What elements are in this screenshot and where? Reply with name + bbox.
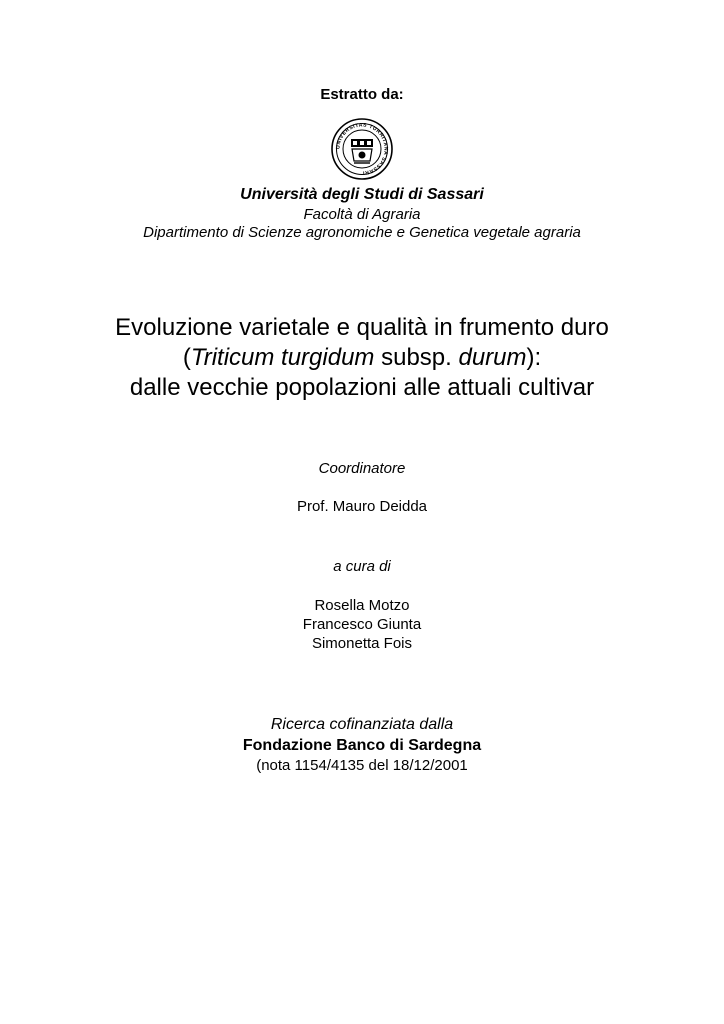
title-subsp: subsp.	[374, 344, 459, 371]
funding-foundation: Fondazione Banco di Sardegna	[242, 737, 482, 754]
title-variety: durum	[458, 344, 527, 371]
title-line-3: dalle vecchie popolazioni alle attuali cultivar	[129, 374, 595, 401]
title-paren-open: (	[182, 344, 191, 371]
editor-name: Simonetta Fois	[311, 635, 413, 652]
title-species: Triticum turgidum	[190, 344, 375, 371]
svg-text:UNIVERSITAS TURRITANA SASSARI: UNIVERSITAS TURRITANA SASSARI	[335, 122, 389, 176]
title-line-1: Evoluzione varietale e qualità in frumento duro	[115, 314, 609, 341]
title-paren-close: ):	[526, 344, 542, 371]
department-name: Dipartimento di Scienze agronomiche e Genetica vegetale agraria	[143, 224, 581, 241]
coordinator-label: Coordinatore	[318, 460, 406, 477]
title-line-2	[0, 344, 724, 372]
editor-name: Francesco Giunta	[302, 616, 422, 633]
editor-name: Rosella Motzo	[314, 597, 410, 614]
funding-note: (nota 1154/4135 del 18/12/2001	[256, 757, 468, 774]
editors-label: a cura di	[333, 558, 391, 575]
funding-line-1: Ricerca cofinanziata dalla	[270, 716, 454, 733]
university-seal-icon	[331, 118, 393, 180]
faculty-name: Facoltà di Agraria	[303, 206, 421, 223]
extract-label: Estratto da:	[320, 86, 404, 103]
coordinator-name: Prof. Mauro Deidda	[296, 498, 428, 515]
university-name: Università degli Studi di Sassari	[240, 186, 484, 203]
